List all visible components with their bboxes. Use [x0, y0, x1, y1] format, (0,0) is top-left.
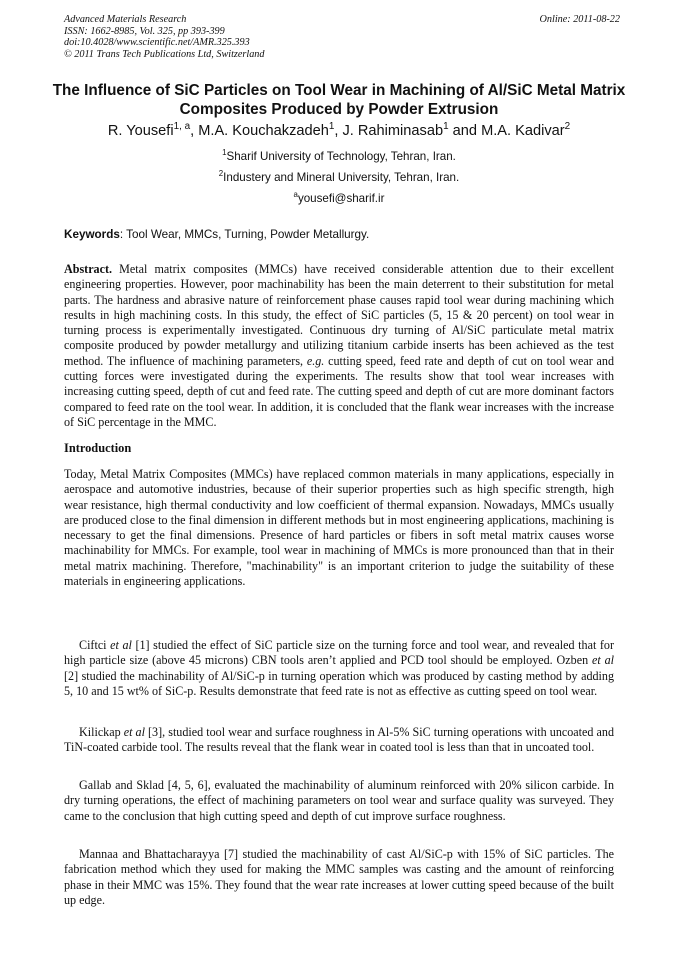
author-sep: and — [448, 123, 482, 139]
affiliation-sup: 1 — [222, 148, 227, 158]
author-sup: 1, a — [173, 121, 191, 133]
journal-name: Advanced Materials Research — [64, 14, 187, 25]
paragraph-text: Kilickap — [79, 725, 124, 739]
abstract-text: Metal matrix composites (MMCs) have received considerable attention due to their excellent engineering properties. However, poor machinability has been the main deterrent to their substitution for metal parts. The hardness and abrasive nature of reinforcement phase causes rapid tool wear during machining which results in high machining costs. In this study, the effect of SiC particles (5, 15 & 20 percent) on tool wear in turning process is experimentally investigated. Continuous dry turning of Al/SiC particulate metal matrix composite produced by powder metallurgy and utilizing titanium carbide inserts has been achieved as the test method. The influence of machining parameters, — [64, 262, 614, 368]
author-name: J. Rahiminasab — [342, 123, 444, 139]
paragraph — [64, 638, 614, 699]
issn: ISSN: 1662-8985, Vol. 325, pp 393-399 — [64, 25, 225, 37]
et-al: et al — [123, 725, 145, 739]
keywords-label: Keywords — [64, 228, 120, 241]
paper-title: The Influence of SiC Particles on Tool Wear in Machining of Al/SiC Metal Matrix Composites Produced by Powder Extrusion — [52, 82, 626, 118]
paragraph-text: [1] studied the effect of SiC particle size on the turning force and tool wear, and revealed that for high particle size (above 45 microns) CBN tools aren’t applied and PCD tool should be employed. Ozben — [64, 638, 614, 668]
paragraph: Today, Metal Matrix Composites (MMCs) have replaced common materials in many applications, especially in aerospace and automotive industries, because of their superior properties such as high specific strength, high wear resistance, high thermal conductivity and low coefficient of thermal expansion. Nowadays, MMCs usually are produced close to the final dimension in different methods but in most engineering applications, machining is necessary to get the final dimensions. Presence of hard particles or fibers in soft metal matrix causes worse machinability for MMCs. For example, tool wear in machining of MMCs is more pronounced than that in their metal matrix machining. Therefore, "machinability" is an important criterion to judge the suitability of these materials in engineering applications. — [64, 467, 614, 589]
paragraph: Mannaa and Bhattacharayya [7] studied the machinability of cast Al/SiC-p with 15% of SiC particles. The fabrication method which they used for making the MMC samples was casting and the amount of reinforcing phase in their MMC was 15%. They found that the wear rate increases at lower cutting speed because of the built up edge. — [64, 847, 614, 907]
journal-header — [64, 14, 620, 60]
doi: doi:10.4028/www.scientific.net/AMR.325.393 — [64, 37, 250, 49]
online-date: Online: 2011-08-22 — [539, 14, 620, 25]
section-heading: Introduction — [64, 441, 132, 455]
paragraph-text: Ciftci — [79, 638, 111, 652]
paragraph — [64, 725, 614, 756]
author-name: R. Yousefi — [107, 123, 174, 139]
paragraph-text: [2] studied the machinability of Al/SiC-p in turning operation which was produced by casting method by adding 5, 10 and 15 wt% of SiC-p. Results demonstrate that feed rate is not as effective as cutting speed on tool wear. — [64, 668, 614, 698]
author-sep: , — [190, 123, 199, 139]
affiliation-text: Industery and Mineral University, Tehran, Iran. — [223, 171, 460, 184]
email-sup: a — [293, 190, 298, 200]
author-sup: 2 — [564, 121, 571, 133]
author-name: M.A. Kadivar — [481, 123, 565, 139]
affiliation-sup: 2 — [218, 169, 224, 179]
abstract-eg: e.g. — [306, 353, 325, 368]
paragraph: Gallab and Sklad [4, 5, 6], evaluated the machinability of aluminum reinforced with 20% silicon carbide. In dry turning operations, the effect of machining parameters on tool wear and surface quality was surveyed. They came to the conclusion that high cutting speed and depth of cut improve surface roughness. — [64, 778, 614, 823]
keywords — [64, 228, 620, 242]
affiliation-text: Sharif University of Technology, Tehran, Iran. — [226, 150, 456, 163]
author-sup: 1 — [328, 121, 335, 133]
abstract — [64, 262, 614, 430]
copyright: © 2011 Trans Tech Publications Ltd, Switzerland — [64, 48, 265, 60]
author-list — [40, 121, 638, 141]
abstract-text: cutting speed, feed rate and depth of cut on tool wear and cutting forces were investigated during the experiments. The results show that tool wear increases with increasing cutting speed, depth of cut and feed rate. The cutting speed and depth of cut are more dominant factors compared to feed rate on the tool wear. In addition, it is concluded that the flank wear increases with the increase of SiC percentage in the MMC. — [64, 353, 614, 429]
paragraph-text: [3], studied tool wear and surface roughness in Al-5% SiC turning operations with uncoated and TiN-coated carbide tool. The results reveal that the flank wear in coated tool is less than that in uncoated tool. — [64, 725, 614, 755]
affiliation-1 — [40, 150, 638, 164]
keywords-text: : Tool Wear, MMCs, Turning, Powder Metallurgy. — [119, 228, 370, 241]
affiliation-2 — [40, 171, 638, 185]
abstract-label: Abstract. — [64, 262, 113, 276]
author-sep: , — [334, 123, 343, 139]
author-email — [40, 192, 638, 206]
author-sup: 1 — [443, 121, 449, 133]
et-al: et al — [110, 638, 132, 652]
author-name: M.A. Kouchakzadeh — [198, 123, 329, 139]
email-text[interactable]: yousefi@sharif.ir — [297, 192, 385, 205]
et-al: et al — [591, 653, 614, 668]
